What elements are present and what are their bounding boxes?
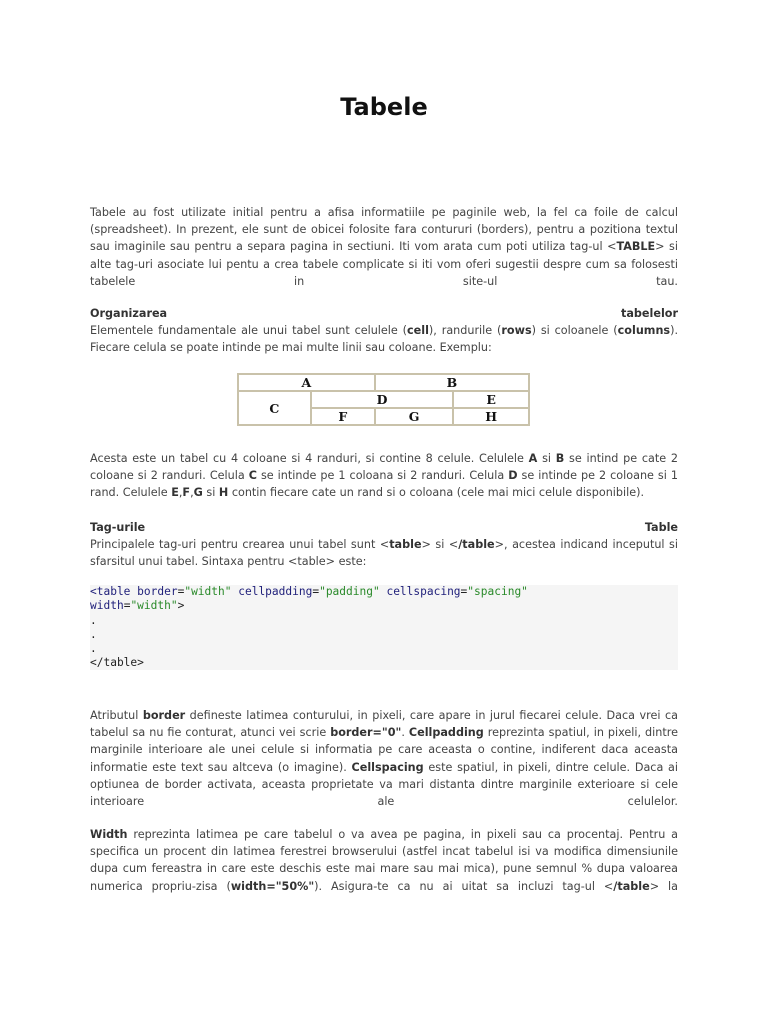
- tags-bold-table: table: [389, 538, 422, 552]
- example-table-row-1: [238, 374, 529, 391]
- code-attr-border: border: [137, 585, 178, 598]
- code-attr-cellpadding: cellpadding: [238, 585, 313, 598]
- p2-text-5: se intinde pe 2 coloane si 1 rand. Celulele: [90, 469, 678, 500]
- p2-text-2: si: [537, 452, 556, 465]
- org-bold-columns: columns: [617, 324, 671, 338]
- p2-bold-a: A: [528, 452, 538, 465]
- p2-bold-c: C: [248, 469, 257, 483]
- p4-bold-end-table: /table: [613, 879, 650, 893]
- code-line-1: [90, 585, 528, 598]
- code-val-width-2: "width": [130, 599, 178, 613]
- p4-bold-width-50: width="50%": [230, 879, 315, 893]
- width-paragraph: [90, 826, 678, 895]
- org-bold-rows: rows: [501, 324, 532, 338]
- code-eq-2: =: [312, 585, 320, 598]
- section-tag-urile: [90, 519, 678, 571]
- p3-text-2: defineste latimea conturului, in pixeli, care apare in jurul fiecarei celule. Daca vrei ca tabelul sa nu fie conturat, atunci vei scrie: [90, 709, 678, 740]
- p2-bold-f: F: [182, 486, 191, 500]
- p3-bold-cellspacing: Cellspacing: [351, 760, 424, 774]
- p2-bold-h: H: [218, 486, 229, 500]
- code-val-width: "width": [184, 585, 232, 598]
- example-table: [237, 373, 530, 426]
- tags-text-3: >, acestea indicand inceputul si sfarsitul unui tabel. Sintaxa pentru <table> este:: [90, 538, 678, 569]
- p2-bold-g: G: [193, 486, 203, 500]
- code-line-6: </table>: [90, 656, 144, 670]
- p3-bold-border: border: [142, 709, 186, 722]
- p2-text-7: ,: [190, 486, 194, 500]
- code-line-2: [90, 599, 184, 612]
- code-val-spacing: "spacing": [467, 585, 528, 598]
- p2-text-4: se intinde pe 1 coloana si 2 randuri. Celula: [256, 469, 509, 483]
- code-attr-cellspacing: cellspacing: [386, 585, 461, 598]
- heading-right-word: tabelelor: [621, 307, 678, 320]
- code-lines: [90, 585, 678, 671]
- p4-text-3: > la: [649, 879, 678, 893]
- cell-g: G: [375, 408, 454, 425]
- tags-text-1: Principalele tag-uri pentru crearea unui tabel sunt <: [90, 538, 390, 552]
- p3-text-1: Atributul: [90, 709, 143, 722]
- p2-text-6: ,: [178, 486, 183, 500]
- p2-bold-e: E: [171, 486, 179, 500]
- table-explanation-paragraph: [90, 450, 678, 502]
- p2-bold-b: B: [555, 452, 565, 465]
- cell-e: E: [453, 391, 529, 408]
- page-title: Tabele: [340, 93, 428, 121]
- section-heading-organizare: [90, 305, 678, 322]
- heading-left-word: Tag-urile: [90, 521, 146, 534]
- intro-paragraph: [90, 204, 678, 290]
- p3-text-5: este spatiul, in pixeli, dintre celule. Daca ai optiunea de border activata, aceasta proprietate va mari distanta dintre marginile exterioare si cele interioare ale celulelor.: [90, 760, 678, 809]
- section-organizare: [90, 305, 678, 357]
- tag-urile-paragraph: [90, 536, 678, 570]
- cell-f: F: [311, 408, 375, 425]
- p2-text-9: contin fiecare cate un rand si o coloana (cele mai mici celule disponibile).: [228, 486, 645, 500]
- code-tag-close: >: [177, 599, 185, 613]
- cell-b: B: [375, 374, 529, 391]
- example-table-row-2: [238, 391, 529, 408]
- intro-text-1: Tabele au fost utilizate initial pentru a afisa informatiile pe paginile web, la fel ca foile de calcul (spreadsheet). In prezent, ele sunt de obicei folosite fara contururi (borders), pentru a pozitiona textul sau imaginile sau pentru a separa pagina in sectiuni. Iti vom arata cum poti utiliza tag-ul <: [90, 206, 678, 254]
- intro-bold-table: TABLE: [616, 240, 656, 254]
- code-line-5: .: [90, 642, 97, 656]
- org-text-2: ), randurile (: [428, 324, 502, 338]
- table-explanation-block: [90, 450, 678, 502]
- org-text-4: ). Fiecare celula se poate intinde pe mai multe linii sau coloane. Exemplu:: [90, 324, 678, 355]
- p2-text-3: se intind pe cate 2 coloane si 2 randuri. Celula: [90, 452, 679, 483]
- p2-bold-d: D: [508, 469, 518, 483]
- heading-right-word: Table: [644, 521, 678, 534]
- code-line-3: .: [90, 613, 97, 627]
- width-paragraph-block: [90, 826, 678, 895]
- tags-text-2: > si <: [421, 538, 459, 552]
- code-tag-open: <table: [90, 585, 138, 598]
- p4-text-2: ). Asigura-te ca nu ai uitat sa incluzi tag-ul <: [314, 879, 614, 893]
- org-bold-cell: cell: [407, 324, 429, 338]
- p3-text-4: reprezinta spatiul, in pixeli, dintre marginile interioare ale unei celule si informatia pe care aceasta o contine, indiferent daca aceasta informatie este text sau altceva (o imagine).: [90, 726, 678, 774]
- intro-text-2: > si alte tag-uri asociate lui pentu a crea tabele complicate si iti vom oferi sugestii despre cum sa folosesti tabelele in site-ul tau.: [90, 240, 678, 288]
- p3-bold-border-0: border="0": [330, 726, 402, 740]
- org-text-1: Elementele fundamentale ale unui tabel sunt celulele (: [90, 324, 408, 338]
- code-block: [90, 585, 678, 670]
- attributes-paragraph-block: [90, 707, 678, 810]
- p3-bold-cellpadding: Cellpadding: [408, 726, 484, 740]
- code-val-padding: "padding": [319, 585, 380, 598]
- p2-text-8: si: [202, 486, 219, 500]
- p3-text-3: .: [401, 726, 409, 740]
- cell-a: A: [238, 374, 375, 391]
- p4-text-1: reprezinta latimea pe care tabelul o va avea pe pagina, in pixeli sau ca procentaj. Pentru a specifica un procent din latimea ferestrei browserului (astfel incat tabelul isi va modifica dimensiunile dupa cum fereastra in care este deschis este mai mare sau mai mica), pune semnul % dupa valoarea numerica propriu-zisa (: [90, 828, 678, 893]
- cell-h: H: [453, 408, 529, 425]
- code-eq-1: =: [177, 585, 185, 598]
- p2-text-1: Acesta este un tabel cu 4 coloane si 4 randuri, si contine 8 celule. Celulele: [90, 452, 529, 465]
- attributes-paragraph: [90, 707, 678, 810]
- code-eq-4: =: [123, 599, 131, 613]
- code-attr-width: width: [90, 599, 124, 613]
- organizare-paragraph: [90, 322, 678, 356]
- cell-d: D: [311, 391, 454, 408]
- section-heading-tag-urile: [90, 519, 678, 536]
- heading-left-word: Organizarea: [90, 307, 168, 320]
- code-eq-3: =: [460, 585, 468, 598]
- org-text-3: ) si coloanele (: [531, 324, 618, 338]
- p4-bold-width: Width: [90, 828, 128, 841]
- cell-c: C: [238, 391, 311, 425]
- intro-paragraph-block: [90, 204, 678, 290]
- code-line-4: .: [90, 627, 97, 641]
- tags-bold-end-table: /table: [458, 538, 495, 552]
